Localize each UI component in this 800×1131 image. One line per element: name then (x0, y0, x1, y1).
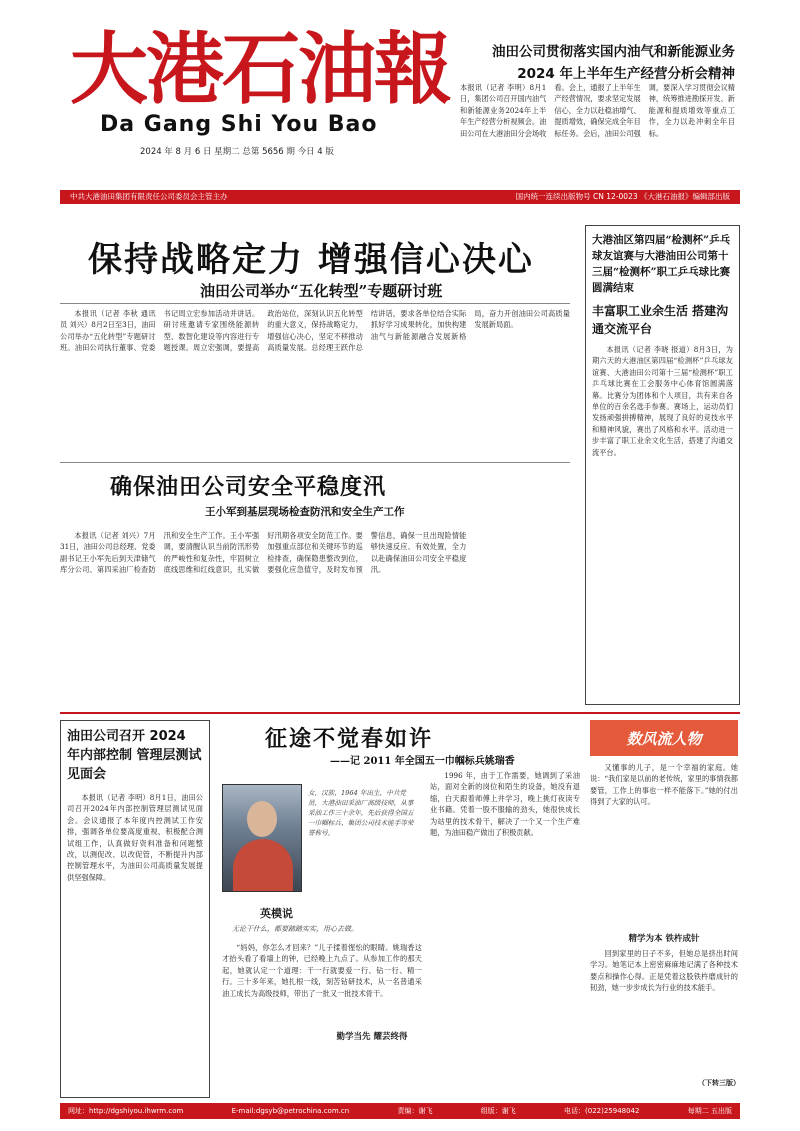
safety-subtitle: 王小军到基层现场检查防汛和安全生产工作 (205, 506, 405, 518)
bottom-left-box (60, 720, 210, 1098)
safety-text: 本报讯（记者 刘兴）7月31日，油田公司总经理、党委副书记王小军先后到天津储气库分公司、第四采油厂检查防汛和安全生产工作。王小军强调，要清醒认识当前防汛形势的严峻性和复杂性，牢固树立底线思维和红线意识，扎实做好汛期各项安全防范工作。要加强重点部位和关键环节的巡检排查，确保隐患整改到位，要强化应急值守，及时发布预警信息，确保一旦出现险情能够快速反应、有效处置，全力以赴确保油田公司安全平稳度汛。 (60, 531, 467, 575)
continued-note: （下转三版） (698, 1078, 740, 1087)
feature-body-mid (430, 770, 580, 1090)
footer-editor: 责编：谢飞 (397, 1107, 433, 1115)
feature-subtitle: ——记 2011 年全国五一巾帼标兵姚瑞香 (330, 756, 515, 767)
safety-body (60, 530, 570, 708)
top-headline-2: 2024 年上半年生产经营分析会精神 (517, 66, 735, 82)
lead-text: 本报讯（记者 李秋 通讯员 刘兴）8月2日至3日，油田公司举办“五化转型”专题研讨班。油田公司执行董事、党委书记周立宏参加活动并讲话。研讨班邀请专家围绕能源转型、数智化建设等内容进行专题授课。周立宏强调，要提高政治站位，深刻认识五化转型的重大意义，保持战略定力，增强信心决心，坚定不移推动高质量发展。总经理王跃作总结讲话，要求各单位结合实际抓好学习成果转化，加快构建油气与新能源融合发展新格局，奋力开创油田公司高质量发展新局面。 (60, 309, 570, 353)
right-box-title2: 丰富职工业余生活 搭建沟通交流平台 (592, 304, 729, 336)
top-story-text: 本报讯（记者 李明）8月1日，集团公司召开国内油气和新能源业务2024年上半年生产经营分析视频会。油田公司在大港油田分会场收看。会上，通报了上半年生产经营情况，要求坚定发展信心，全力以赴稳油增气、提质增效，确保完成全年目标任务。会后，油田公司强调，要深入学习贯彻会议精神，统筹推进勘探开发、新能源和提质增效等重点工作，全力以赴冲刺全年目标。 (460, 83, 735, 138)
side-body (590, 762, 738, 927)
footer-website[interactable]: 网址：http://dgshiyou.ihwrm.com (68, 1107, 184, 1115)
brand-text: 数风流人物 (626, 729, 702, 748)
feature-text: “妈妈，你怎么才回来？”儿子揉着惺忪的眼睛。姚瑞香这才抬头看了看墙上的钟，已经晚上九点了。从参加工作的那天起，她就认定一个道理：干一行就要爱一行、钻一行、精一行。三十多年来，她扎根一线，刻苦钻研技术，从一名普通采油工成长为高级技师，带出了一批又一批技术骨干。 (222, 943, 422, 998)
bottom-left-body: 本报讯（记者 李明）8月1日，油田公司召开2024年内部控制管理层测试见面会。会议通报了本年度内控测试工作安排，强调各单位要高度重视，积极配合测试组工作，认真做好资料准备和问题整改，以测促改、以改促管，不断提升内部控制管理水平，为油田公司高质量发展提供坚强保障。 (67, 793, 203, 882)
masthead-pinyin: Da Gang Shi You Bao (100, 112, 378, 137)
lead-body (60, 308, 570, 458)
portrait-face (247, 801, 277, 837)
lead-title: 保持战略定力 增强信心决心 (88, 240, 534, 280)
side-text2: 回到家里的日子不多，但她总是挤出时间学习。她笔记本上密密麻麻地记满了各种技术要点和操作心得。正是凭着这股铁杵磨成针的韧劲，她一步步成长为行业的技术能手。 (590, 949, 738, 993)
top-headline-1: 油田公司贯彻落实国内油气和新能源业务 (492, 44, 735, 60)
lead-rule (60, 303, 570, 304)
side-body2 (590, 948, 738, 1074)
portrait-caption: 女，汉族，1964 年出生，中共党员，大港油田采油厂高级技师，从事采油工作三十余年，先后获得全国五一巾帼标兵、集团公司技术能手等荣誉称号。 (308, 789, 414, 837)
safety-rule (60, 462, 570, 463)
right-box-title: 大港油区第四届“检测杯”乒乓球友谊赛与大港油田公司第十三届“检测杯”职工乒乓球比赛圆满结束 (592, 234, 731, 294)
yingmo-title: 英模说 (260, 907, 293, 920)
right-box-body: 本报讯（记者 李晓 报道）8月3日，为期六天的大港油区第四届“检测杯”乒乓球友谊赛、大港油田公司第十三届“检测杯”职工乒乓球比赛在工会服务中心体育馆圆满落幕。比赛分为团体和个人项目，共有来自各单位的百余名选手参赛。赛场上，运动员们发扬顽强拼搏精神，展现了良好的竞技水平和精神风貌，赛出了风格和水平。活动进一步丰富了职工业余文化生活，搭建了沟通交流平台。 (592, 345, 733, 457)
banner-bar (60, 190, 740, 204)
top-story (460, 82, 735, 186)
portrait-photo (222, 784, 302, 892)
feature-body-left (222, 942, 422, 1092)
side-section2: 精学为本 铁杵成针 (628, 934, 700, 944)
bottom-left-title: 油田公司召开 2024 年内部控制 管理层测试见面会 (67, 729, 202, 782)
footer-email[interactable]: E-mail:dgsyb@petrochina.com.cn (231, 1107, 350, 1115)
portrait-body (233, 839, 293, 891)
footer-phone: 电话：(022)25948042 (564, 1107, 640, 1115)
masthead (70, 24, 451, 158)
section-divider (60, 712, 740, 714)
feature-col-right: 1996 年，由于工作需要，她调到了采油站，面对全新的岗位和陌生的设备，她没有退缩，白天跟着师傅上井学习，晚上挑灯夜读专业书籍。凭着一股不服输的劲头，她很快成长为站里的技术骨干，解决了一个又一个生产难题，为油田稳产做出了积极贡献。 (430, 771, 580, 838)
banner-right: 国内统一连续出版物号 CN 12-0023 《大港石油报》编辑部出版 (515, 192, 730, 201)
footer (60, 1103, 740, 1119)
footer-design: 组版：谢飞 (480, 1107, 516, 1115)
safety-title: 确保油田公司安全平稳度汛 (110, 475, 387, 500)
lead-subtitle: 油田公司举办“五化转型”专题研讨班 (200, 282, 443, 300)
feature-section1: 勤学当先 耀芸终得 (336, 1032, 408, 1042)
footer-page: 每期二 五出版 (687, 1107, 732, 1115)
masthead-title: 大港石油報 (70, 24, 451, 115)
top-headline (460, 40, 735, 82)
brand-banner (590, 720, 738, 756)
date-line: 2024 年 8 月 6 日 星期二 总第 5656 期 今日 4 版 (140, 147, 334, 157)
banner-left: 中共大港油田集团有限责任公司委员会主管主办 (70, 192, 228, 201)
feature-title: 征途不觉春如许 (265, 727, 434, 752)
motto: 无论干什么，都要踏踏实实，用心去做。 (232, 925, 358, 933)
side-text: 又懂事的儿子，是一个幸福的家庭。她说：“我们家是以前的老传统，家里的事情我都要管，工作上的事也一样不能落下。”她的付出得到了大家的认可。 (590, 763, 738, 807)
right-box (585, 225, 740, 705)
